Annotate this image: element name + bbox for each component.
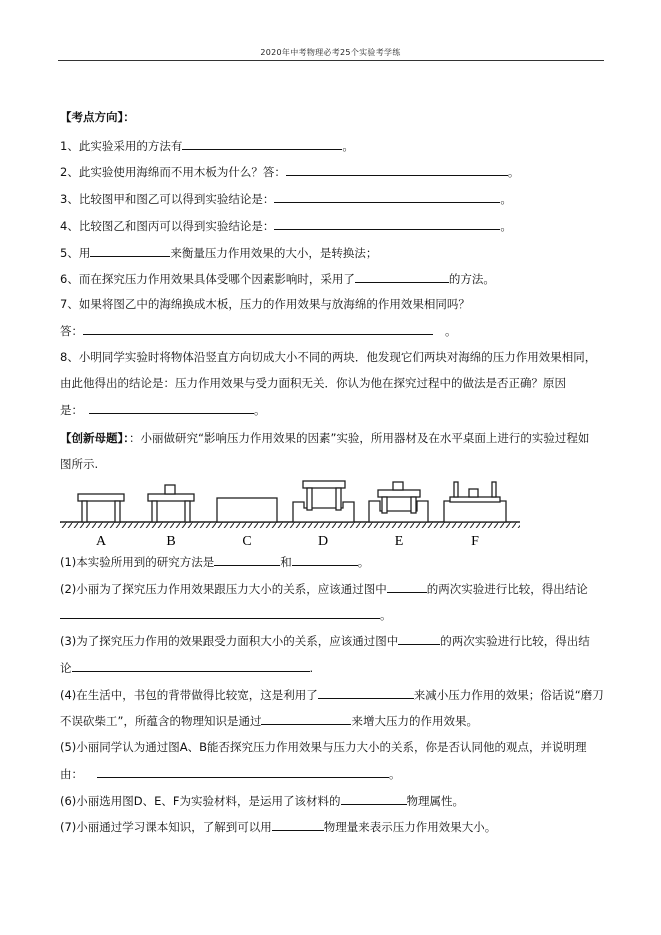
figure-label-e: E [394,534,404,549]
sub-question-5-answer [60,765,605,782]
figure-label-b: B [166,534,176,549]
s1-blank-a[interactable] [214,553,280,566]
question-1 [60,137,605,154]
sub-question-3-conclusion [60,659,605,676]
figure-label-f: F [471,534,479,549]
question-2 [60,163,605,180]
setup-d-sponge-stool [293,481,354,522]
q8-end: 。 [254,403,266,417]
s2-end: 。 [380,608,392,622]
table-surface [60,522,520,528]
question-6 [60,270,605,287]
s3-blank-conclusion[interactable] [72,659,310,672]
sub-question-4 [60,686,605,703]
q3-text: 3、比较图甲和图乙可以得到实验结论是： [60,192,275,206]
s7-end: 物理量来表示压力作用效果大小。 [323,820,497,834]
s2-blank-conclusion[interactable] [60,606,380,619]
setup-f-sponge-inverted-stool [444,482,506,522]
section-heading-chuangxin: 【创新母题】： [60,431,129,445]
s4-line2-end: 来增大压力的作用效果。 [351,714,478,728]
figure-label-c: C [242,534,252,549]
figure-label-d: D [317,534,329,549]
s3-end: . [309,661,314,675]
sub-question-2 [60,580,605,597]
s1-blank-b[interactable] [292,553,358,566]
setup-c-sponge [217,498,277,522]
innovation-intro-text: ：小丽做研究“影响压力作用效果的因素”实验，所用器材及在水平桌面上进行的实验过程如 [129,431,590,445]
question-4 [60,217,605,234]
innovation-intro-line2: 图所示. [60,457,99,471]
s5-blank-reason[interactable] [97,765,389,778]
figure-label-a: A [95,534,107,549]
s4-text-post: 来减小压力作用的效果；俗话说“磨刀 [413,688,604,702]
sub-question-3 [60,632,605,649]
q7-answer-label: 答： [60,324,83,338]
q1-answer-blank[interactable] [182,137,342,150]
s6-end: 物理属性。 [406,794,465,808]
q5-text: 5、用 [60,246,91,260]
s4-blank-b[interactable] [261,712,351,725]
sub-question-5-line1: (5)小丽同学认为通过图A、B能否探究压力作用效果与压力大小的关系，你是否认同他的观点，并说明理 [60,740,587,754]
q2-answer-blank[interactable] [286,163,508,176]
s3-line2: 论 [60,661,72,675]
q7-end: 。 [445,324,457,338]
s2-blank-figures[interactable] [387,580,427,593]
page-header: 2020年中考物理必考25个实验考学练 [260,48,401,57]
s6-text: (6)小丽选用图D、E、F为实验材料，是运用了该材料的 [60,794,341,808]
setup-b-stool-with-weight [148,485,194,522]
experiment-figure [60,475,520,555]
q7-answer-blank[interactable] [83,322,433,335]
s5-end: 。 [389,767,401,781]
sub-question-1 [60,553,605,570]
question-3 [60,190,605,207]
sub-question-2-conclusion [60,606,605,623]
q5-answer-blank[interactable] [90,244,170,257]
s2-text: (2)小丽为了探究压力作用效果跟压力大小的关系，应该通过图中 [60,582,387,596]
q6-end: 的方法。 [448,272,495,286]
sub-question-6 [60,792,605,809]
sub-question-7 [60,818,605,835]
setup-e-sponge-stool-weight [369,482,428,522]
q1-text: 1、此实验采用的方法有 [60,139,183,153]
header-rule [58,60,604,61]
question-7-answer [60,322,605,339]
q2-text: 2、此实验使用海绵而不用木板为什么？答： [60,165,286,179]
question-8-line2: 由此他得出的结论是：压力作用效果与受力面积无关．你认为他在探究过程中的做法是否正确？原因 [60,376,566,390]
q1-end: 。 [342,139,354,153]
q3-end: 。 [500,192,512,206]
sub-question-4-line2 [60,712,605,729]
s3-text: (3)为了探究压力作用的效果跟受力面积大小的关系，应该通过图中 [60,634,399,648]
q6-answer-blank[interactable] [355,270,449,283]
setup-a-stool [78,494,124,522]
question-8-answer [60,401,605,418]
q8-answer-label: 是： [60,403,83,417]
q5-end: 来衡量压力作用效果的大小，是转换法； [170,246,378,260]
s7-blank[interactable] [272,818,324,831]
s3-text-post: 的两次实验进行比较，得出结 [440,634,590,648]
s5-reason-label: 由： [60,767,83,781]
q6-text: 6、而在探究压力作用效果具体受哪个因素影响时，采用了 [60,272,355,286]
q3-answer-blank[interactable] [274,190,500,203]
s2-text-post: 的两次实验进行比较，得出结论 [426,582,588,596]
s6-blank[interactable] [341,792,407,805]
s1-text: (1)本实验所用到的研究方法是 [60,555,215,569]
s4-text: (4)在生活中，书包的背带做得比较宽，这是利用了 [60,688,318,702]
s1-mid: 和 [280,555,292,569]
q8-answer-blank[interactable] [89,401,254,414]
q4-answer-blank[interactable] [274,217,500,230]
s4-line2-text: 不误砍柴工”，所蕴含的物理知识是通过 [60,714,262,728]
s1-end: 。 [357,555,370,569]
question-7-line1: 7、如果将图乙中的海绵换成木板，压力的作用效果与放海绵的作用效果相同吗？ [60,297,470,311]
s4-blank-a[interactable] [318,686,414,699]
question-5 [60,244,605,261]
s7-text: (7)小丽通过学习课本知识，了解到可以用 [60,820,272,834]
q2-end: 。 [507,165,520,179]
question-8-line1: 8、小明同学实验时将物体沿竖直方向切成大小不同的两块．他发现它们两块对海绵的压力作用效果相同， [60,350,597,364]
s3-blank-figures[interactable] [398,632,440,645]
q4-end: 。 [500,219,512,233]
q4-text: 4、比较图乙和图丙可以得到实验结论是： [60,219,275,233]
section-heading-kaodian: 【考点方向】： [60,110,135,124]
innovation-intro-line1 [60,430,605,446]
